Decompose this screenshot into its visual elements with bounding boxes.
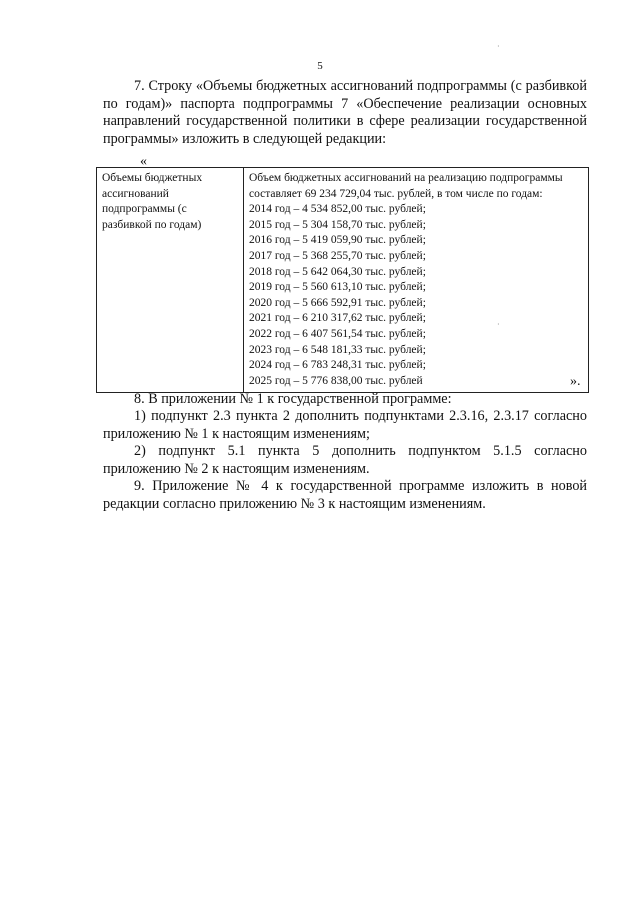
opening-quote-mark: « bbox=[140, 154, 147, 169]
year-line-2016: 2016 год – 5 419 059,90 тыс. рублей; bbox=[249, 234, 426, 247]
year-line-2014: 2014 год – 4 534 852,00 тыс. рублей; bbox=[249, 203, 426, 216]
year-line-2019: 2019 год – 5 560 613,10 тыс. рублей; bbox=[249, 281, 426, 294]
table-row bbox=[97, 168, 589, 393]
year-line-2024: 2024 год – 6 783 248,31 тыс. рублей; bbox=[249, 359, 426, 372]
year-line-2022: 2022 год – 6 407 561,54 тыс. рублей; bbox=[249, 327, 426, 340]
budget-table bbox=[96, 167, 589, 393]
item-8-subitem-1: 1) подпункт 2.3 пункта 2 дополнить подпунктами 2.3.16, 2.3.17 согласно приложению № 1 к настоящим изменениям; bbox=[103, 408, 587, 442]
year-line-2015: 2015 год – 5 304 158,70 тыс. рублей; bbox=[249, 218, 426, 231]
item-9-paragraph: 9. Приложение № 4 к государственной программе изложить в новой редакции согласно приложению № 3 к настоящим изменениям. bbox=[103, 478, 587, 512]
item-7-paragraph: 7. Строку «Объемы бюджетных ассигнований подпрограммы (с разбивкой по годам)» паспорта подпрограммы 7 «Обеспечение реализации основных направлений государственной политики в сфере реализации государственной программы» изложить в следующей редакции: bbox=[103, 78, 587, 147]
item-8-paragraph: 8. В приложении № 1 к государственной программе: bbox=[134, 391, 452, 407]
budget-intro-text: Объем бюджетных ассигнований на реализацию подпрограммы составляет 69 234 729,04 тыс. рублей, в том числе по годам: bbox=[249, 172, 563, 200]
year-line-2020: 2020 год – 5 666 592,91 тыс. рублей; bbox=[249, 296, 426, 309]
year-line-2018: 2018 год – 5 642 064,30 тыс. рублей; bbox=[249, 265, 426, 278]
closing-quote-mark: ». bbox=[570, 374, 581, 389]
budget-amounts-cell bbox=[244, 168, 589, 393]
year-line-2023: 2023 год – 6 548 181,33 тыс. рублей; bbox=[249, 343, 426, 356]
scan-speck: · bbox=[497, 320, 500, 329]
page-number: 5 bbox=[317, 60, 323, 72]
year-line-2021: 2021 год – 6 210 317,62 тыс. рублей; bbox=[249, 312, 426, 325]
year-line-2017: 2017 год – 5 368 255,70 тыс. рублей; bbox=[249, 249, 426, 262]
scan-speck: · bbox=[497, 42, 500, 51]
item-8-subitem-2: 2) подпункт 5.1 пункта 5 дополнить подпунктом 5.1.5 согласно приложению № 2 к настоящим изменениям. bbox=[103, 443, 587, 477]
row-label-cell: Объемы бюджетных ассигнований подпрограммы (с разбивкой по годам) bbox=[97, 168, 244, 393]
year-line-2025: 2025 год – 5 776 838,00 тыс. рублей bbox=[249, 374, 423, 387]
